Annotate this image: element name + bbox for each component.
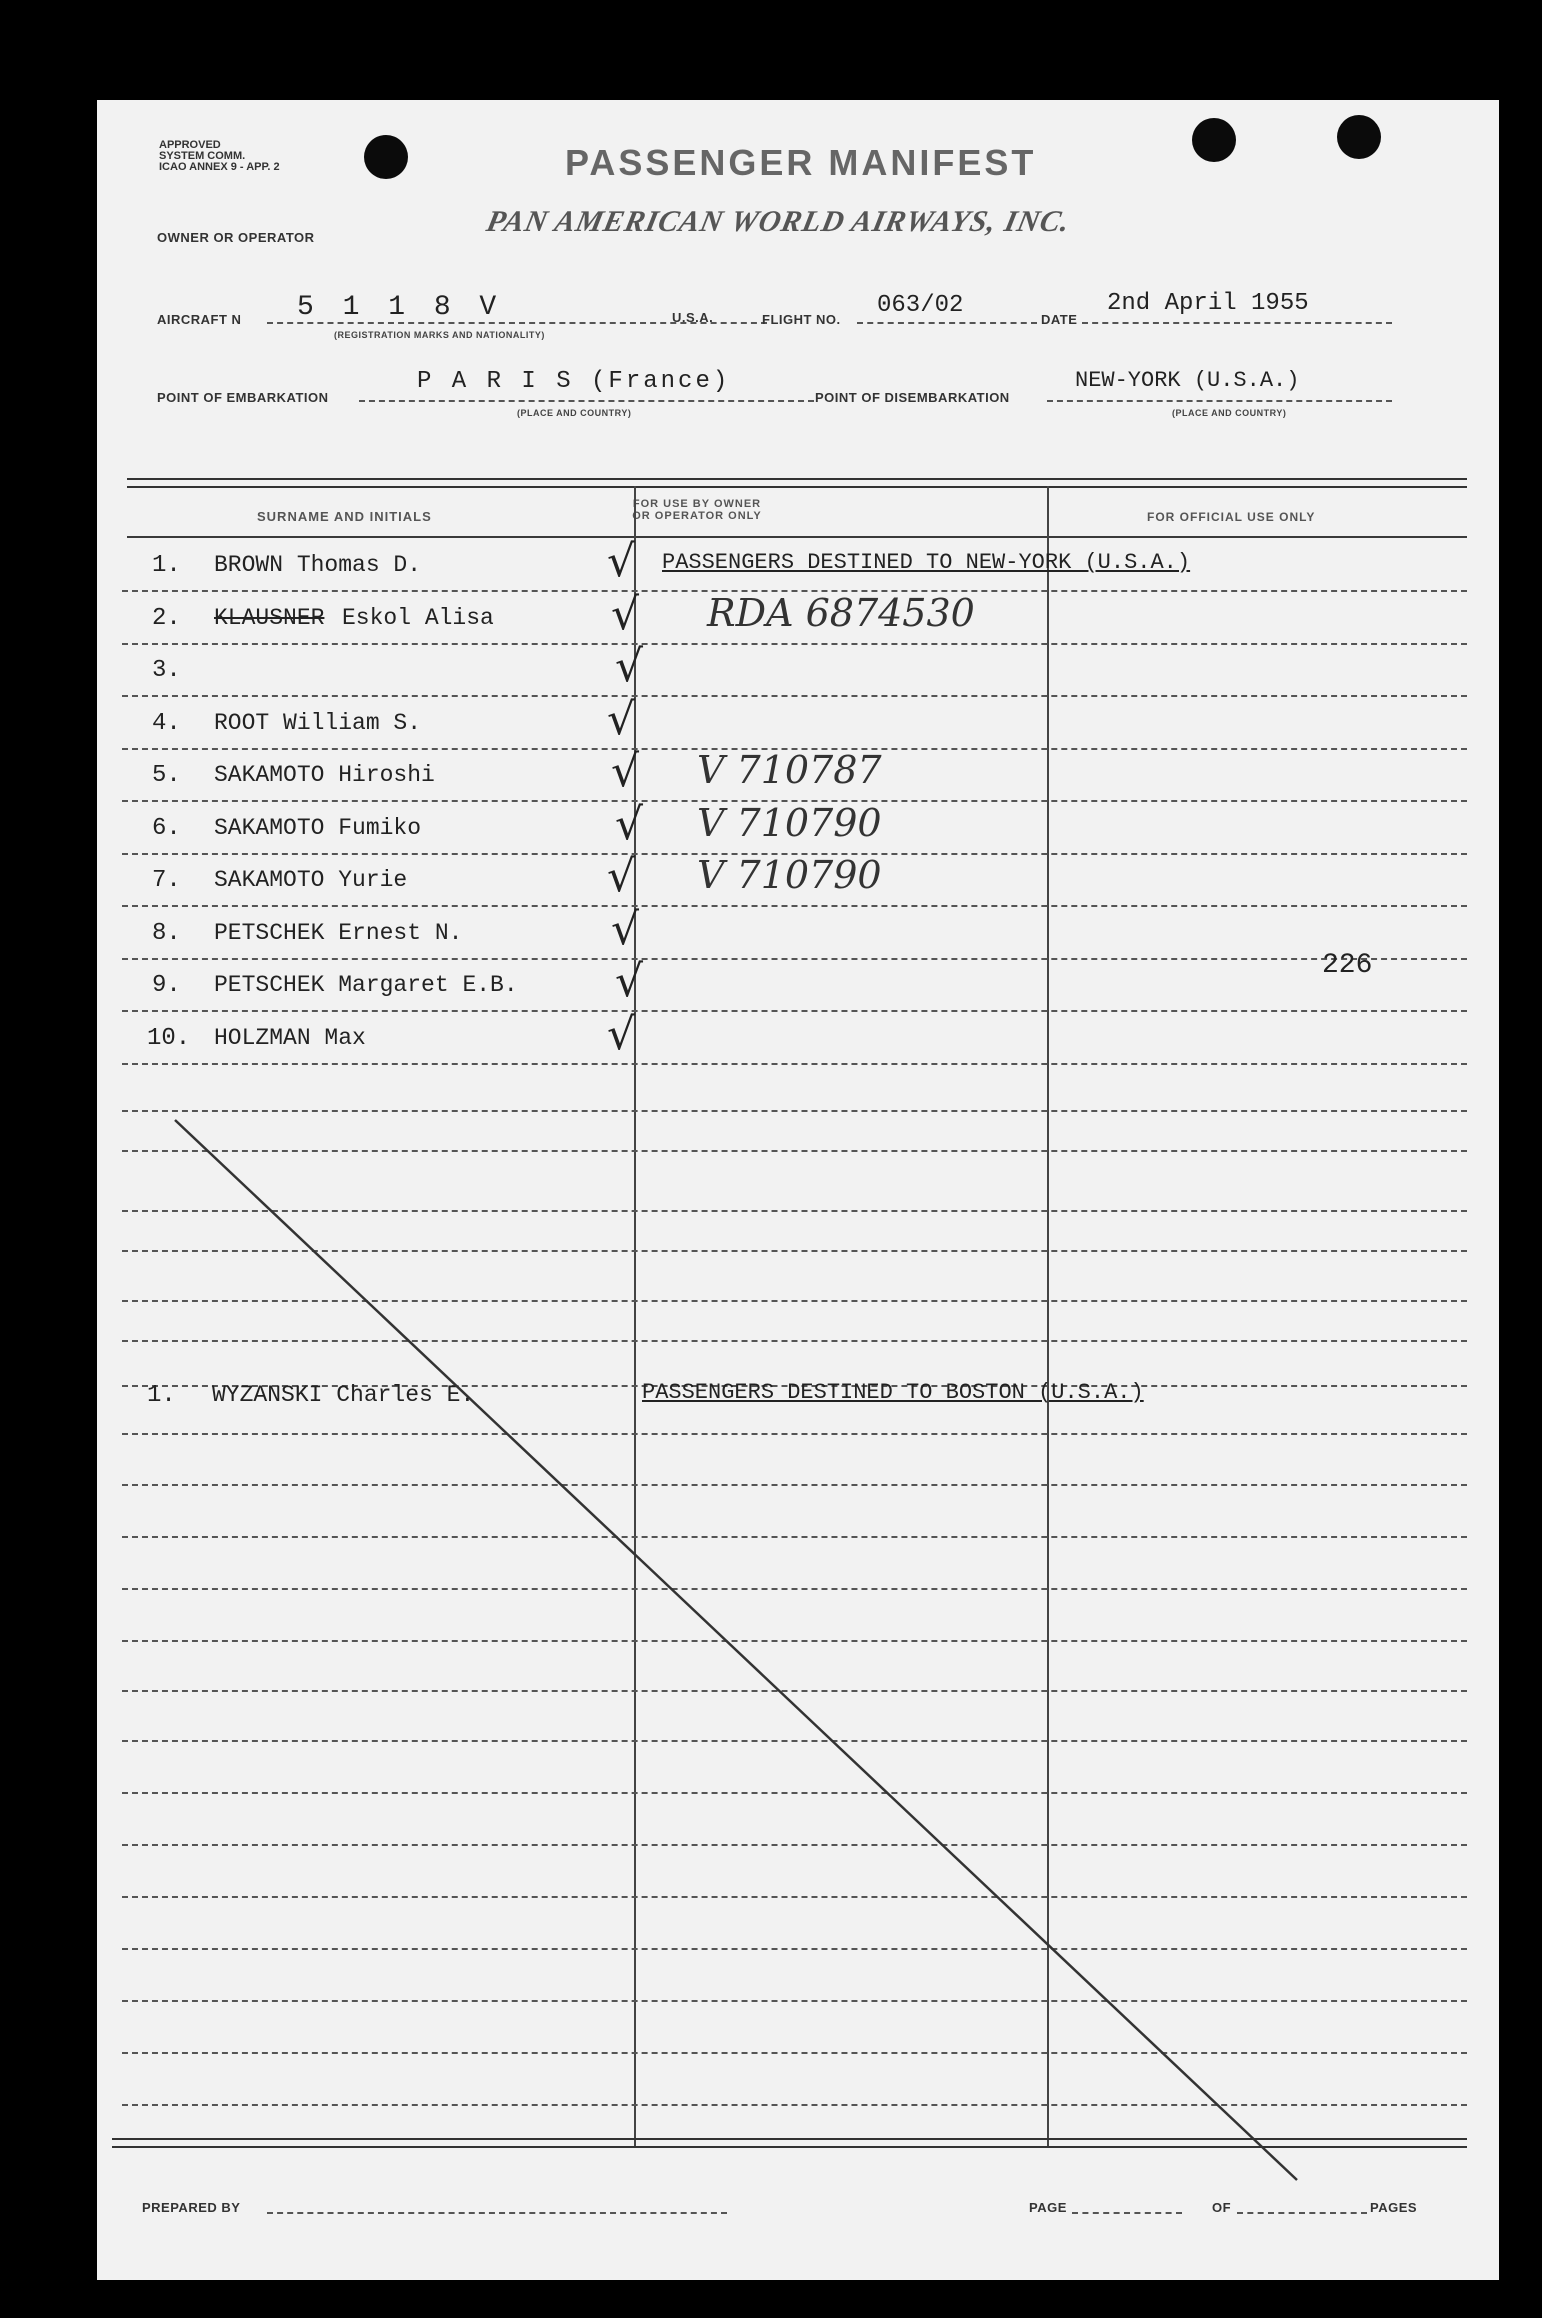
passenger-number: 3.: [152, 657, 181, 684]
passenger-name: Eskol Alisa: [342, 604, 494, 631]
boston-row-number: 1.: [147, 1382, 176, 1409]
checkmark-icon: √: [615, 798, 644, 850]
passenger-name: PETSCHEK Ernest N.: [214, 919, 463, 946]
aircraft-value: 5 1 1 8 V: [297, 292, 503, 323]
approved-line-3: ICAO ANNEX 9 - APP. 2: [159, 161, 280, 173]
prepared-by-label: PREPARED BY: [142, 2200, 241, 2215]
embark-value: P A R I S (France): [417, 368, 731, 395]
of-label: OF: [1212, 2200, 1232, 2215]
checkmark-icon: √: [611, 746, 640, 797]
checkmark-icon: √: [607, 536, 636, 587]
passenger-number: 7.: [152, 867, 181, 894]
passenger-name: SAKAMOTO Hiroshi: [214, 762, 435, 788]
flight-value: 063/02: [877, 292, 964, 319]
passenger-name: ROOT William S.: [214, 709, 422, 736]
embark-caption: (PLACE AND COUNTRY): [517, 408, 632, 418]
handwritten-document-number: V 710787: [697, 748, 882, 792]
passenger-number: 2.: [152, 604, 181, 632]
approved-line-2: SYSTEM COMM.: [159, 150, 246, 162]
aircraft-label: AIRCRAFT N: [157, 312, 242, 327]
passenger-name: SAKAMOTO Yurie: [214, 867, 408, 893]
aircraft-country: U.S.A.: [672, 310, 714, 325]
col-header-owner-use: FOR USE BY OWNER OR OPERATOR ONLY: [632, 498, 762, 522]
handwritten-document-number: RDA 6874530: [707, 590, 975, 635]
date-value: 2nd April 1955: [1107, 290, 1309, 317]
checkmark-icon: √: [607, 693, 636, 745]
page-label: PAGE: [1029, 2200, 1067, 2215]
registration-caption: (REGISTRATION MARKS AND NATIONALITY): [334, 330, 545, 340]
passenger-name: PETSCHEK Margaret E.B.: [214, 972, 518, 998]
passenger-name: BROWN Thomas D.: [214, 552, 422, 578]
disembark-label: POINT OF DISEMBARKATION: [815, 390, 1010, 405]
passenger-name: HOLZMAN Max: [214, 1024, 366, 1051]
passenger-number: 1.: [152, 552, 181, 579]
newyork-destination-note: PASSENGERS DESTINED TO NEW-YORK (U.S.A.): [662, 550, 1191, 575]
passenger-number: 8.: [152, 919, 181, 947]
checkmark-icon: √: [615, 641, 644, 692]
airline-name: PAN AMERICAN WORLD AIRWAYS, INC.: [483, 205, 1074, 238]
owner-label: OWNER OR OPERATOR: [157, 230, 315, 245]
passenger-number: 4.: [152, 709, 181, 737]
official-number: 226: [1322, 950, 1373, 981]
checkmark-icon: √: [607, 1008, 636, 1060]
disembark-value: NEW-YORK (U.S.A.): [1075, 368, 1300, 393]
checkmark-icon: √: [611, 588, 640, 640]
page-title: PASSENGER MANIFEST: [565, 142, 1037, 183]
passenger-number: 6.: [152, 814, 181, 842]
handwritten-document-number: V 710790: [697, 853, 882, 897]
approved-line-1: APPROVED: [159, 139, 221, 151]
passenger-number: 5.: [152, 762, 181, 789]
diagonal-cancel-line: [97, 100, 1499, 2280]
col-header-official-use: FOR OFFICIAL USE ONLY: [1147, 510, 1316, 524]
col-header-surname: SURNAME AND INITIALS: [257, 509, 432, 524]
boston-destination-note: PASSENGERS DESTINED TO BOSTON (U.S.A.): [642, 1380, 1144, 1405]
handwritten-document-number: V 710790: [697, 800, 882, 845]
passenger-number: 9.: [152, 972, 181, 999]
boston-passenger-name: WYZANSKI Charles E.: [212, 1382, 475, 1408]
pages-label: PAGES: [1370, 2200, 1418, 2215]
flight-label: FLIGHT NO.: [762, 312, 841, 327]
checkmark-icon: √: [611, 903, 640, 955]
struck-surname: KLAUSNER: [214, 604, 325, 631]
disembark-caption: (PLACE AND COUNTRY): [1172, 408, 1287, 418]
manifest-sheet: [97, 100, 1499, 2280]
passenger-name: SAKAMOTO Fumiko: [214, 814, 422, 841]
checkmark-icon: √: [607, 851, 636, 902]
checkmark-icon: √: [615, 956, 644, 1007]
passenger-number: 10.: [147, 1024, 191, 1052]
date-label: DATE: [1041, 312, 1078, 327]
embark-label: POINT OF EMBARKATION: [157, 390, 329, 405]
